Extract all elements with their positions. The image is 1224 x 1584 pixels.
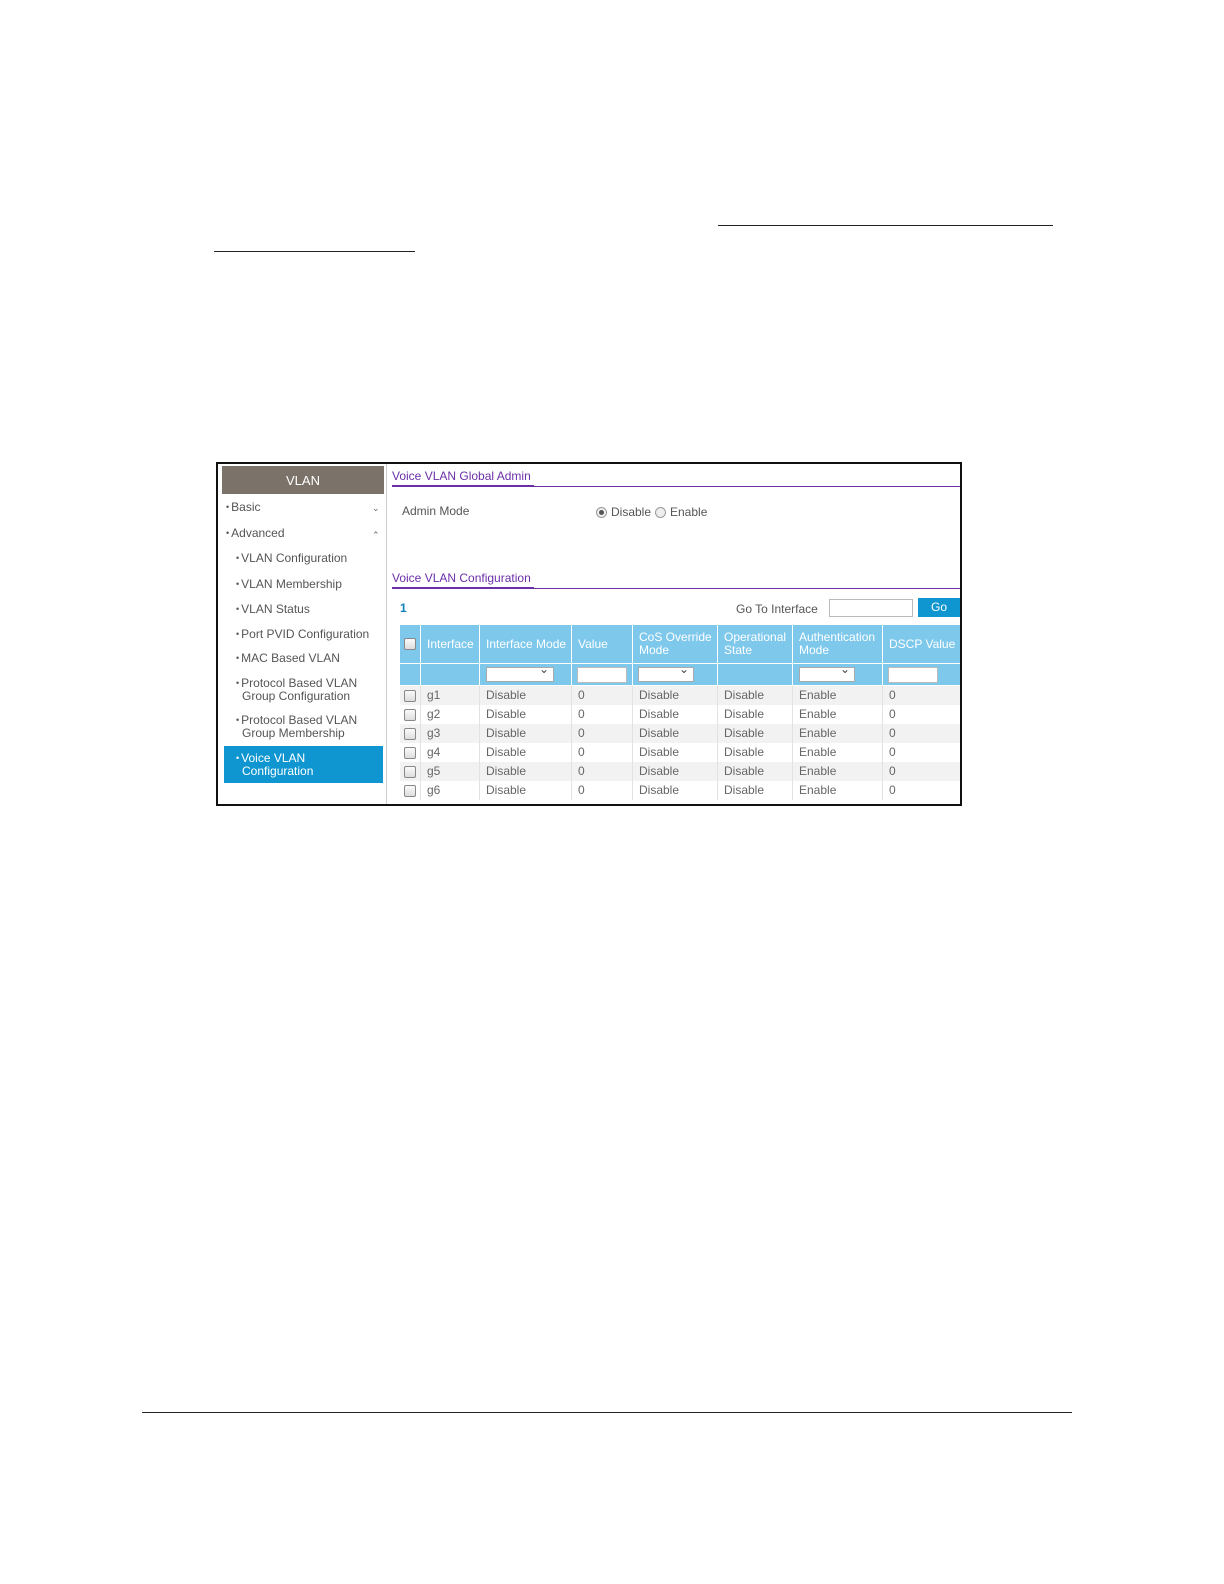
header-authentication-mode: Authentication Mode [793,625,882,663]
cell-cos: Disable [639,726,680,740]
cell-value: 0 [578,783,585,797]
column-separator [571,686,572,800]
column-separator [717,686,718,800]
table-row [400,762,960,781]
cell-state: Disable [724,726,765,740]
cell-cos: Disable [639,745,680,759]
sidebar-item-label: Basic [231,500,261,514]
column-separator [792,686,793,800]
bullet-icon: • [236,678,240,688]
cell-cos: Disable [639,764,680,778]
sidebar-item-label-line2: Group Membership [242,726,345,740]
cell-cos: Disable [639,783,680,797]
header-operational-state: Operational State [718,625,792,663]
header-cos-override-mode: CoS Override Mode [633,625,717,663]
sidebar-item-label: Protocol Based VLAN [241,676,358,690]
select-all-checkbox[interactable] [404,638,416,650]
filter-cell [793,664,882,685]
sidebar-item-protocol-vlan-group-membership[interactable] [236,714,357,740]
filter-cell [718,664,792,685]
cell-auth: Enable [799,707,837,721]
header-value: Value [572,625,632,663]
cell-value: 0 [578,688,585,702]
cell-state: Disable [724,745,765,759]
cell-interface: g2 [427,707,441,721]
cell-auth: Enable [799,726,837,740]
cell-interface: g3 [427,726,441,740]
table-row [400,724,960,743]
column-separator [632,686,633,800]
bullet-icon: • [236,579,240,589]
cell-value: 0 [578,707,585,721]
filter-cell [633,664,717,685]
page-number-link[interactable]: 1 [400,601,407,615]
sidebar [218,464,387,804]
sidebar-item-basic[interactable] [226,501,261,514]
header-interface: Interface [421,625,479,663]
cell-interface: g4 [427,745,441,759]
go-button[interactable]: Go [918,598,960,617]
cell-value: 0 [578,764,585,778]
bullet-icon: • [236,715,240,725]
bullet-icon: • [236,553,240,563]
voice-vlan-screenshot [216,462,962,806]
cell-cos: Disable [639,688,680,702]
main-panel [386,464,960,804]
column-separator [479,686,480,800]
section-underline [392,587,534,589]
value-filter-input[interactable] [577,667,627,683]
cell-auth: Enable [799,783,837,797]
header-select-all [400,625,420,663]
bullet-icon: • [236,629,240,639]
cos-override-filter-select[interactable] [638,667,694,682]
row-checkbox[interactable] [404,747,416,759]
column-separator [420,686,421,800]
cell-value: 0 [578,745,585,759]
page-footer-rule [142,1412,1072,1413]
table-row [400,781,960,800]
link-underline-bottom [214,251,415,252]
row-checkbox[interactable] [404,709,416,721]
admin-mode-enable-label: Enable [670,505,708,519]
column-separator [882,686,883,800]
sidebar-item-label-line2: Group Configuration [242,689,351,703]
section-divider [534,588,960,589]
chevron-up-icon[interactable]: ⌃ [372,530,380,540]
cell-auth: Enable [799,688,837,702]
cell-mode: Disable [486,764,527,778]
sidebar-item-protocol-vlan-group-configuration[interactable] [236,677,357,703]
cell-state: Disable [724,783,765,797]
bullet-icon: • [236,604,240,614]
authentication-mode-filter-select[interactable] [799,667,855,682]
bullet-icon: • [226,502,230,512]
go-to-interface-input[interactable] [829,599,913,617]
header-dscp-value: DSCP Value [883,625,960,663]
sidebar-item-label: Voice VLAN [241,751,306,765]
sidebar-item-label-line2: Configuration [242,764,314,778]
sidebar-item-label: VLAN Configuration [241,551,348,565]
cell-dscp: 0 [889,688,896,702]
cell-dscp: 0 [889,745,896,759]
admin-mode-label: Admin Mode [402,504,470,518]
sidebar-item-advanced[interactable] [226,527,285,540]
table-row [400,705,960,724]
cell-state: Disable [724,688,765,702]
go-to-interface-label: Go To Interface [736,602,818,616]
sidebar-item-label: VLAN Status [241,602,310,616]
filter-cell [400,664,420,685]
cell-cos: Disable [639,707,680,721]
section-divider [534,486,960,487]
cell-state: Disable [724,707,765,721]
cell-mode: Disable [486,726,527,740]
cell-auth: Enable [799,745,837,759]
sidebar-item-label: MAC Based VLAN [241,651,340,665]
sidebar-item-voice-vlan-configuration-label [236,752,313,778]
sidebar-item-label: VLAN Membership [241,577,342,591]
sidebar-title: VLAN [222,466,384,494]
admin-mode-disable-radio[interactable] [596,507,607,518]
global-admin-title: Voice VLAN Global Admin [392,469,531,483]
sidebar-item-vlan-status[interactable] [236,603,310,616]
row-checkbox[interactable] [404,785,416,797]
cell-state: Disable [724,764,765,778]
filter-cell [883,664,960,685]
sidebar-item-label: Protocol Based VLAN [241,713,358,727]
cell-mode: Disable [486,745,527,759]
table-row [400,743,960,762]
sidebar-item-label: Advanced [231,526,285,540]
sidebar-item-label: Port PVID Configuration [241,627,370,641]
interface-mode-filter-select[interactable] [486,667,554,682]
admin-mode-disable-label: Disable [611,505,652,519]
row-checkbox[interactable] [404,690,416,702]
bullet-icon: • [226,528,230,538]
row-checkbox[interactable] [404,766,416,778]
cell-interface: g1 [427,688,441,702]
bullet-icon: • [236,653,240,663]
filter-cell [480,664,571,685]
cell-dscp: 0 [889,707,896,721]
sidebar-item-port-pvid-configuration[interactable] [236,628,369,641]
bullet-icon: • [236,753,240,763]
sidebar-item-vlan-configuration[interactable] [236,552,347,565]
cell-interface: g5 [427,764,441,778]
cell-auth: Enable [799,764,837,778]
filter-cell [421,664,479,685]
cell-value: 0 [578,726,585,740]
voice-vlan-config-title: Voice VLAN Configuration [392,571,531,585]
cell-interface: g6 [427,783,441,797]
cell-mode: Disable [486,688,527,702]
cell-mode: Disable [486,783,527,797]
row-checkbox[interactable] [404,728,416,740]
cell-dscp: 0 [889,783,896,797]
sidebar-item-vlan-membership[interactable] [236,578,342,591]
filter-cell [572,664,632,685]
cell-dscp: 0 [889,726,896,740]
link-underline-top [718,225,1053,226]
table-row [400,686,960,705]
cell-mode: Disable [486,707,527,721]
header-interface-mode: Interface Mode [480,625,571,663]
section-underline [392,485,534,487]
sidebar-item-mac-based-vlan[interactable] [236,652,340,665]
dscp-filter-input[interactable] [888,667,938,683]
admin-mode-enable-radio[interactable] [655,507,666,518]
cell-dscp: 0 [889,764,896,778]
chevron-down-icon[interactable]: ⌄ [372,503,380,513]
